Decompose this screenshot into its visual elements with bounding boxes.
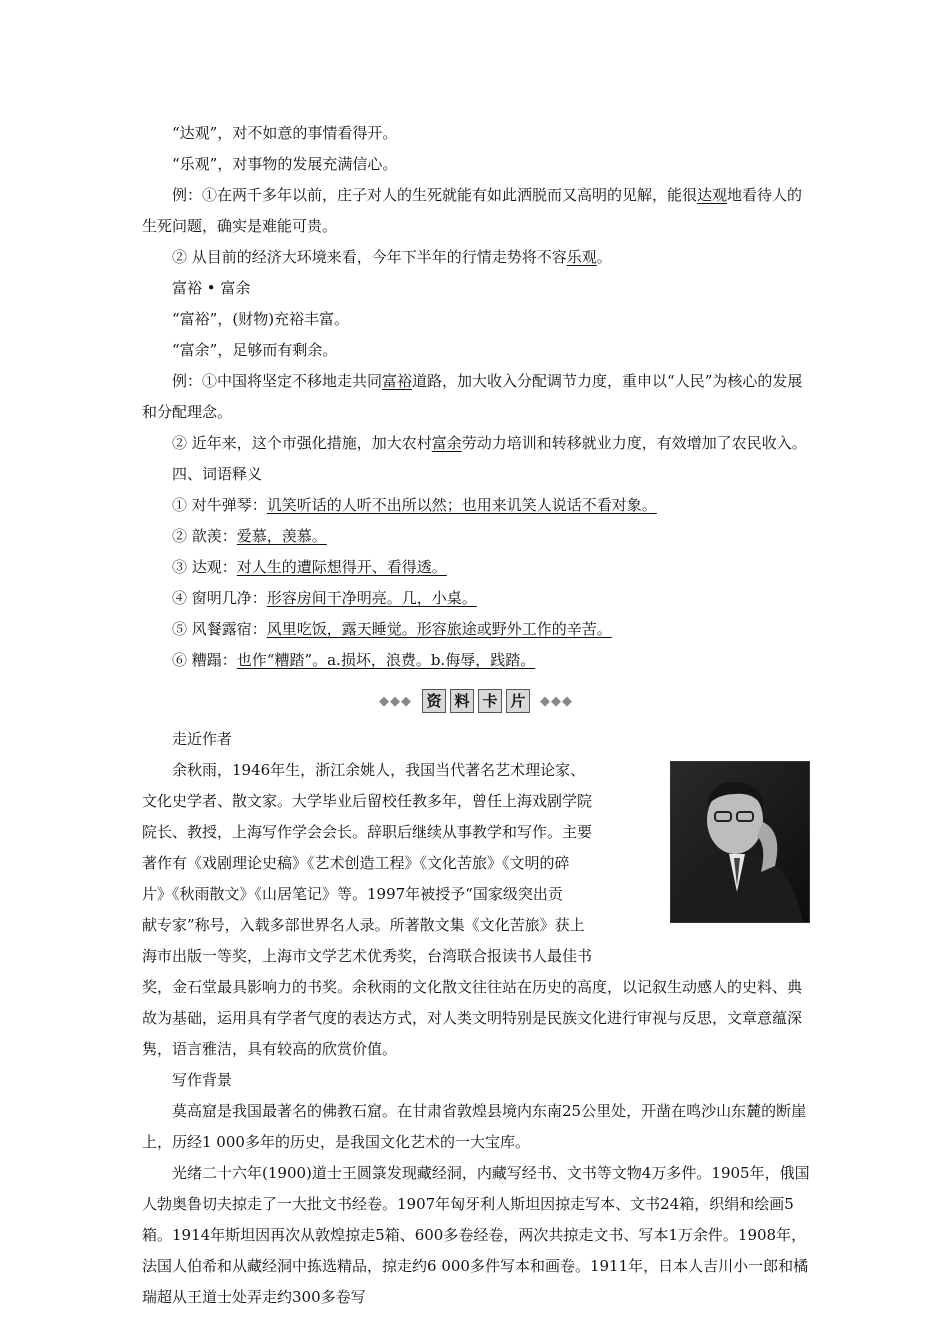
card-title-char: 卡 [478,689,502,713]
author-paragraph-rest: 奖，金石堂最具影响力的书奖。余秋雨的文化散文往往站在历史的高度，以记叙生动感人的史料、典故为基础，运用具有学者气度的表达方式，对人类文明特别是民族文化进行审视与反思，文章意蕴深隽，语言雅洁，具有较高的欣赏价值。 [142,978,803,1058]
author-text-line: 余秋雨，1946年生，浙江余姚人，我国当代著名艺术理论家、 [172,761,586,779]
background-heading: 写作背景 [172,1071,233,1089]
definition-list [142,490,810,676]
author-text-line: 文化史学者、散文家。大学毕业后留校任教多年，曾任上海戏剧学院 [142,792,593,810]
author-section [142,755,810,972]
info-card-title [142,680,810,722]
author-text-line: 海市出版一等奖，上海市文学艺术优秀奖，台湾联合报读书人最佳书 [142,947,593,965]
author-text-line: 献专家”称号，入载多部世界名人录。所著散文集《文化苦旅》获上 [142,916,585,934]
definition-leguan: “乐观”，对事物的发展充满信心。 [172,155,398,173]
example-paragraph: 例：①在两千多年以前，庄子对人的生死就能有如此洒脱而又高明的见解，能很达观地看待人的生死问题，确实是难能可贵。 [142,186,803,235]
example-paragraph: 例：①中国将坚定不移地走共同富裕道路，加大收入分配调节力度，重申以“人民”为核心的发展和分配理念。 [142,372,803,421]
card-title-char: 资 [422,689,446,713]
author-text-line: 著作有《戏剧理论史稿》《艺术创造工程》《文化苦旅》《文明的碎 [142,854,570,872]
underlined-term: 富余 [431,434,462,452]
card-title-char: 料 [450,689,474,713]
underlined-term: 富裕 [382,372,413,390]
definition-item: ① 对牛弹琴：讥笑听话的人听不出所以然；也用来讥笑人说话不看对象。 [172,496,657,514]
example-paragraph: ② 从目前的经济大环境来看，今年下半年的行情走势将不容乐观。 [172,248,612,266]
background-paragraph: 光绪二十六年(1900)道士王圆箓发现藏经洞，内藏写经书、文书等文物4万多件。1905年，俄国人勃奥鲁切夫掠走了一大批文书经卷。1907年匈牙利人斯坦因掠走写本、文书24箱，织绢和绘画5箱。1914年斯坦因再次从敦煌掠走5箱、600多卷经卷，两次共掠走文书、写本1万余件。1908年，法国人伯希和从藏经洞中拣选精品，掠走约6 000多件写本和画卷。1911年，日本人吉川小一郎和橘瑞超从王道士处弄走约300多卷写 [142,1164,810,1306]
definition-item: ② 歆羡：爱慕，羡慕。 [172,527,327,545]
definition-item: ③ 达观：对人生的遭际想得开、看得透。 [172,558,447,576]
definition-daguan: “达观”，对不如意的事情看得开。 [172,124,398,142]
background-paragraph: 莫高窟是我国最著名的佛教石窟。在甘肃省敦煌县境内东南25公里处，开凿在鸣沙山东麓的断崖上，历经1 000多年的历史，是我国文化艺术的一大宝库。 [142,1102,807,1151]
author-photo [670,761,810,923]
section-heading: 四、词语释义 [172,465,263,483]
underlined-term: 达观 [697,186,728,204]
definition-item: ⑥ 糟蹋：也作“糟踏”。a.损坏，浪费。b.侮辱，践踏。 [172,651,536,669]
underlined-term: 乐观 [566,248,597,266]
definition-item: ④ 窗明几净：形容房间干净明亮。几，小桌。 [172,589,477,607]
definition-fuyu: “富裕”，(财物)充裕丰富。 [172,310,350,328]
diamond-decoration-icon: ◆◆◆ [540,693,573,709]
diamond-decoration-icon: ◆◆◆ [379,693,412,709]
example-paragraph: ② 近年来，这个市强化措施，加大农村富余劳动力培训和转移就业力度，有效增加了农民收入。 [172,434,807,452]
author-heading: 走近作者 [172,730,233,748]
word-pair-title: 富裕 • 富余 [172,279,251,297]
document-page [142,118,810,1313]
card-title-char: 片 [506,689,530,713]
author-text-line: 院长、教授，上海写作学会会长。辞职后继续从事教学和写作。主要 [142,823,593,841]
definition-fuyu2: “富余”，足够而有剩余。 [172,341,338,359]
definition-item: ⑤ 风餐露宿：风里吃饭，露天睡觉。形容旅途或野外工作的辛苦。 [172,620,612,638]
author-text-line: 片》《秋雨散文》《山居笔记》等。1997年被授予“国家级突出贡 [142,885,563,903]
